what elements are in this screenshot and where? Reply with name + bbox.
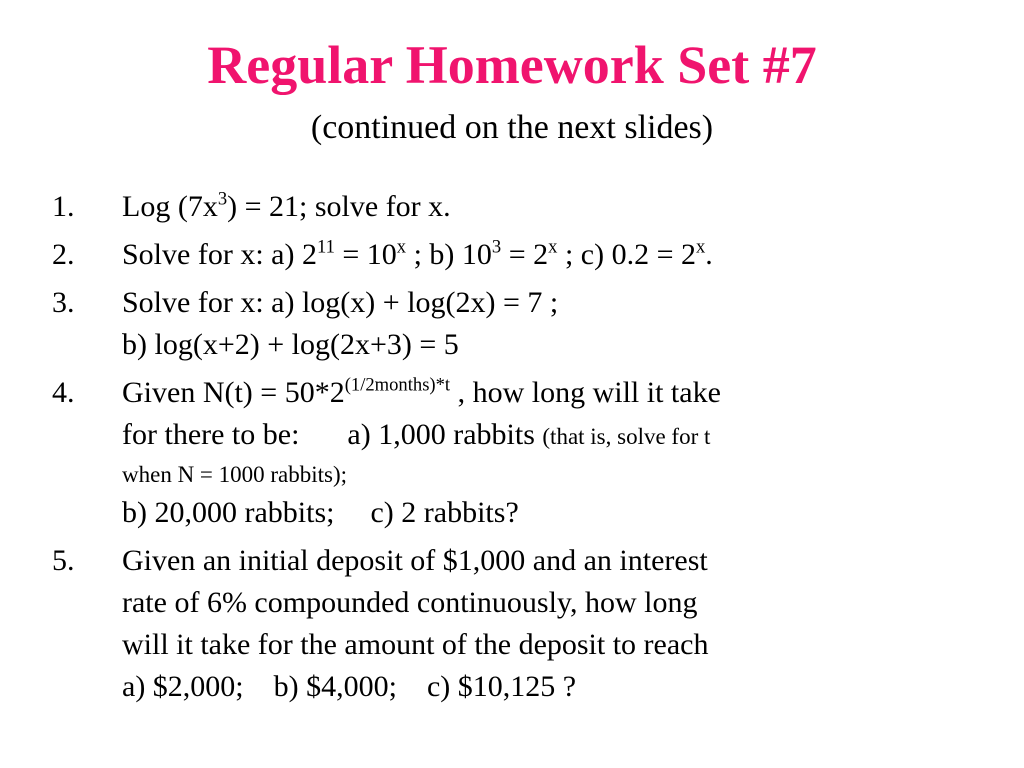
text-segment: b) 20,000 rabbits; xyxy=(122,496,335,529)
problem-text-line: Given an initial deposit of $1,000 and an interest xyxy=(122,544,708,577)
exponent: x xyxy=(396,236,407,258)
text-segment: b) $4,000; xyxy=(273,670,397,703)
text-segment: Log (7x xyxy=(122,190,218,223)
problem-text-line: when N = 1000 rabbits); xyxy=(122,462,348,487)
text-segment: . xyxy=(705,238,713,271)
problem-3 xyxy=(52,282,1002,366)
problem-text-line: b) log(x+2) + log(2x+3) = 5 xyxy=(122,328,459,361)
exponent: 3 xyxy=(217,188,228,210)
problem-number: 2. xyxy=(52,238,75,271)
text-segment: for there to be: xyxy=(122,418,300,451)
problem-text-line: Solve for x: a) log(x) + log(2x) = 7 ; xyxy=(122,286,559,319)
problem-1 xyxy=(52,186,1002,228)
problem-2 xyxy=(52,234,1002,276)
text-segment: Solve for x: a) 2 xyxy=(122,238,317,271)
text-segment: a) $2,000; xyxy=(122,670,244,703)
text-segment: Given N(t) = 50*2 xyxy=(122,376,345,409)
problem-text-line xyxy=(122,666,1002,708)
problem-text-line xyxy=(122,492,1002,534)
problem-text-line: will it take for the amount of the deposit to reach xyxy=(122,628,709,661)
text-segment: = 10 xyxy=(334,238,397,271)
exponent: (1/2months)*t xyxy=(344,374,451,396)
slide-subtitle: (continued on the next slides) xyxy=(310,109,714,146)
text-segment: ) = 21; solve for x. xyxy=(227,190,451,223)
problem-number: 1. xyxy=(52,190,75,223)
text-segment: ; c) 0.2 = 2 xyxy=(557,238,696,271)
problem-5 xyxy=(52,540,1002,708)
text-segment: , how long will it take xyxy=(450,376,721,409)
exponent: 3 xyxy=(491,236,502,258)
text-segment: c) $10,125 ? xyxy=(426,670,577,703)
exponent: x xyxy=(548,236,558,258)
slide-title: Regular Homework Set #7 xyxy=(207,35,817,95)
text-segment: a) 1,000 rabbits xyxy=(347,418,543,451)
problem-number: 5. xyxy=(52,544,75,577)
problem-list xyxy=(52,186,1002,714)
text-segment: c) 2 rabbits? xyxy=(370,496,519,529)
problem-text-line: rate of 6% compounded continuously, how long xyxy=(122,586,698,619)
problem-text-line xyxy=(122,372,1002,414)
problem-text xyxy=(122,234,1002,276)
problem-text-line xyxy=(122,414,1002,458)
exponent: 11 xyxy=(316,236,335,258)
problem-number: 4. xyxy=(52,376,75,409)
text-segment: = 2 xyxy=(501,238,549,271)
text-note: (that is, solve for t xyxy=(542,424,711,449)
problem-number: 3. xyxy=(52,286,75,319)
problem-4 xyxy=(52,372,1002,534)
exponent: x xyxy=(696,236,706,258)
text-segment: ; b) 10 xyxy=(406,238,492,271)
problem-text xyxy=(122,186,1002,228)
